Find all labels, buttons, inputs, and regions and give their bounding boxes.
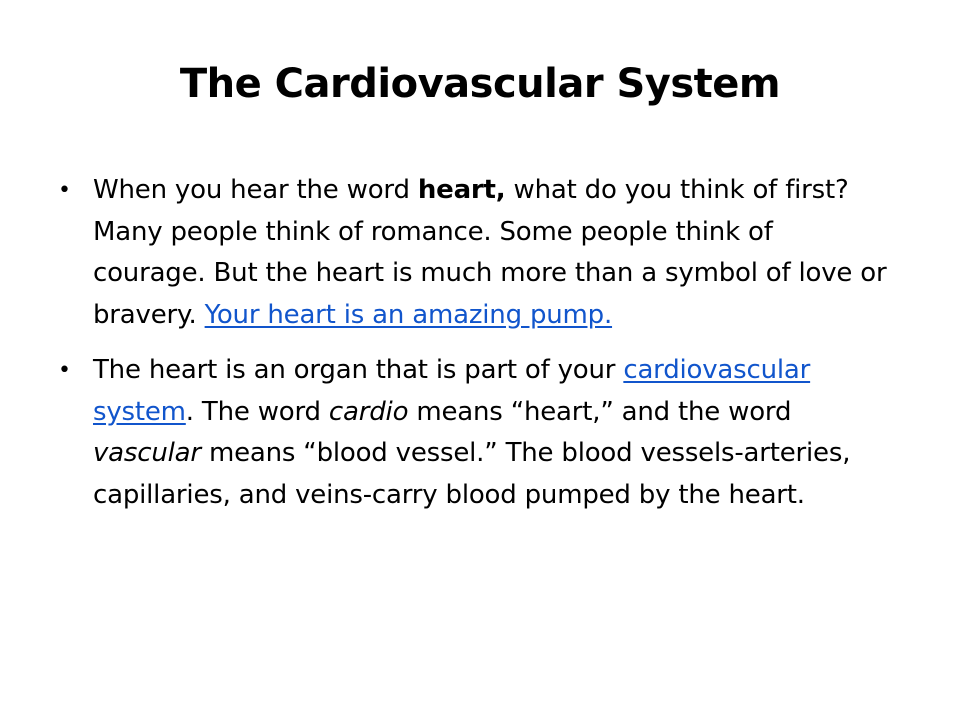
bullet-text-part: means “heart,” and the word (408, 396, 792, 427)
italic-term-vascular: vascular (93, 438, 201, 468)
bullet-text-part: . The word (185, 396, 329, 427)
italic-term-cardio: cardio (328, 396, 409, 427)
bullet-text-part: The heart is an organ that is part of your (93, 355, 624, 385)
bullet-icon: • (58, 358, 71, 383)
bold-term-heart: heart, (417, 175, 506, 205)
bullet-icon: • (58, 178, 71, 203)
bullet-text (93, 355, 850, 510)
bullet-text (93, 175, 887, 330)
bullet-text-part: what do you think of first? Many people think of romance. Some people think of courage. But the heart is much more than a symbol of love or bravery. (93, 175, 887, 330)
slide-title: The Cardiovascular System (179, 61, 781, 107)
bullet-item-heart-organ (58, 350, 888, 516)
bullet-list (58, 170, 888, 530)
bullet-text-part: When you hear the word (93, 175, 418, 205)
bullet-item-heart-question (58, 170, 888, 336)
amazing-pump-link[interactable]: Your heart is an amazing pump. (204, 299, 613, 330)
cardiovascular-system-link[interactable]: cardiovascular system (93, 355, 811, 427)
bullet-text-part: means “blood vessel.” The blood vessels-arteries, capillaries, and veins-carry blood pumped by the heart. (93, 438, 851, 510)
